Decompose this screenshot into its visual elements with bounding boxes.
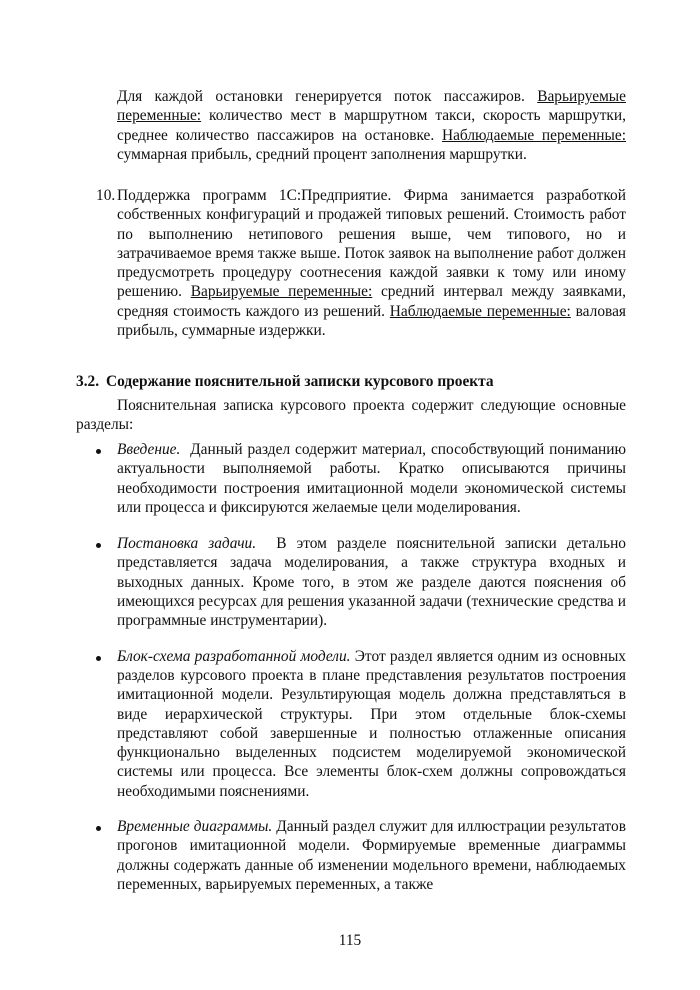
varied-variables-text: количество мест в маршрутном такси, скорость маршрутки, среднее количество пассажиров на остановке. (117, 107, 626, 144)
item-text: Поддержка программ 1С:Предприятие. Фирма занимается разработкой собственных конфигураций и продажей типовых решений. Стоимость работ по выполнению нетипового решения выше, чем типового, но и затрачиваемое время также выше. Поток заявок на выполнение работ должен предусмотреть процедуру соотнесения каждой заявки к тому или иному решению. (117, 187, 626, 301)
bullet-icon (96, 449, 101, 454)
observed-variables-label: Наблюдаемые переменные: (389, 302, 571, 320)
list-item-text: В этом разделе пояснительной записки детально представляется задача моделирования, а также структура входных и выходных данных. Кроме того, в этом же разделе даются пояснения об имеющихся ресурсах для решения указанной задачи (технические средства и программные инструментарии). (117, 535, 627, 630)
observed-variables-label: Наблюдаемые переменные: (441, 126, 626, 144)
section-list (96, 440, 626, 894)
list-item (96, 647, 626, 801)
list-item-term: Введение. (117, 441, 181, 458)
section-heading (76, 372, 626, 391)
list-item (96, 534, 626, 630)
bullet-icon (96, 656, 101, 661)
list-item-text: Данный раздел содержит материал, способствующий пониманию актуальности выполняемой работы. Кратко описываются причины необходимости построения имитационной модели экономической системы или процесса и фиксируются желаемые цели моделирования. (117, 441, 627, 516)
page-number: 115 (338, 932, 362, 949)
paragraph-route-taxi (117, 87, 626, 164)
varied-variables-text: средний интервал между заявками, средняя стоимость каждого из решений. (117, 283, 626, 320)
paragraph-text: Для каждой остановки генерируется поток пассажиров. (117, 88, 525, 105)
section-title: Содержание пояснительной записки курсового проекта (106, 373, 494, 390)
list-item-term: Временные диаграммы. (117, 818, 273, 836)
list-item-term: Постановка задачи. (117, 535, 257, 553)
list-item (96, 440, 626, 517)
observed-variables-text: суммарная прибыль, средний процент заполнения маршрутки. (117, 145, 527, 163)
bullet-icon (96, 826, 101, 831)
varied-variables-label: Варьируемые переменные: (190, 283, 373, 301)
list-item (96, 817, 626, 894)
list-item-text: Этот раздел является одним из основных разделов курсового проекта в плане представления результатов построения имитационной модели. Результирующая модель должна представляться в виде иерархической структуры. При этом отдельные блок-схемы представляют собой завершенные и полностью отлаженные описания функционально выделенных подсистем моделируемой экономической системы или процесса. Все элементы блок-схем должны сопровождаться необходимыми пояснениями. (117, 647, 626, 800)
varied-variables-label: Варьируемые переменные: (117, 88, 626, 125)
item-number: 10. (96, 187, 116, 204)
section-intro: Пояснительная записка курсового проекта содержит следующие основные разделы: (76, 397, 626, 434)
bullet-icon (96, 543, 101, 548)
observed-variables-text: валовая прибыль, суммарные издержки. (117, 302, 626, 340)
list-item-text: Данный раздел служит для иллюстрации результатов прогонов имитационной модели. Формируемые временные диаграммы должны содержать данные об изменении модельного времени, наблюдаемых переменных, варьируемых переменных, а также (117, 818, 626, 893)
list-item-term: Блок-схема разработанной модели. (117, 647, 351, 665)
numbered-item-10 (96, 186, 626, 340)
item-body (117, 186, 626, 340)
section-number: 3.2. (76, 373, 100, 390)
